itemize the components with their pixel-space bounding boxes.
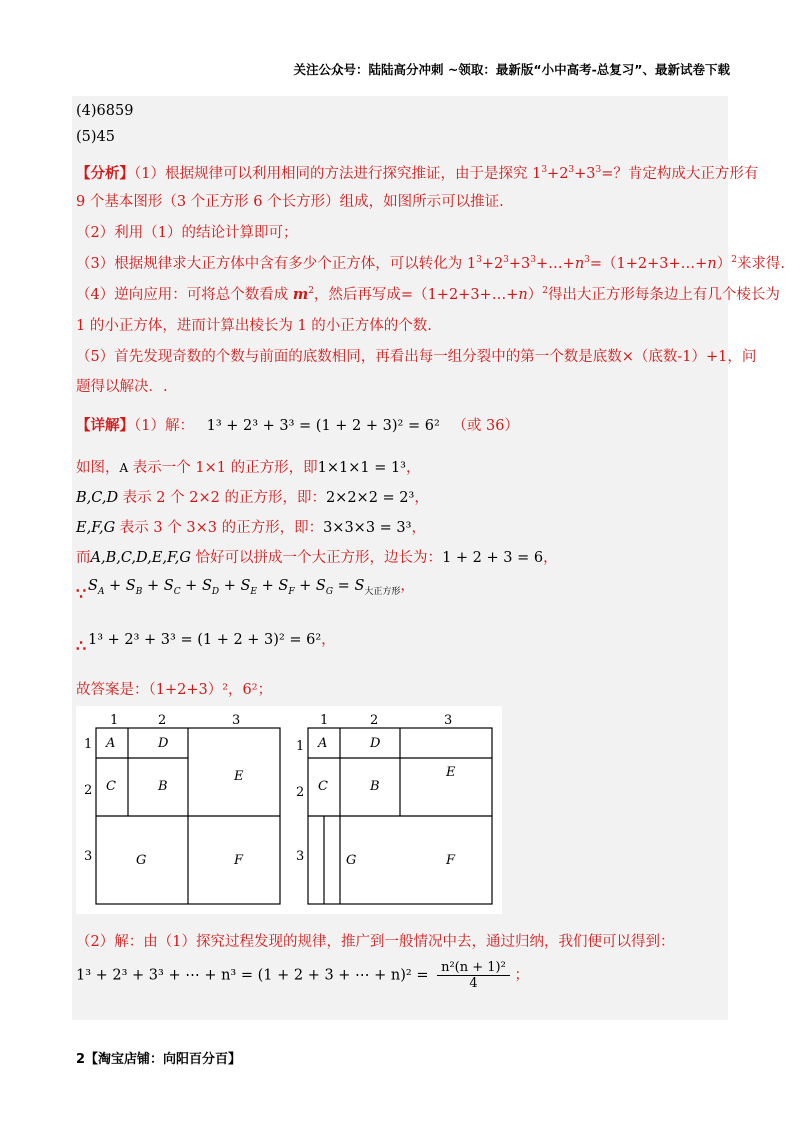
analysis-p1-b: +2 xyxy=(547,166,569,182)
detail-l3-b: 表示 3 个 3×3 的正方形，即： xyxy=(115,520,324,536)
detail-l2-c: 2×2×2 = 2³ xyxy=(325,490,415,506)
sup-3: 3 xyxy=(584,255,590,266)
detail-l1-b: A xyxy=(119,461,129,475)
detail-l1-d: 1×1×1 = 1³ xyxy=(317,460,406,476)
cell-b: B xyxy=(158,779,168,794)
detail-l3-a: E,F,G xyxy=(76,520,116,536)
analysis-p2: （2）利用（1）的结论计算即可； xyxy=(76,225,298,241)
var-m: m xyxy=(292,286,309,303)
cell-e: E xyxy=(234,769,244,784)
cell-a-right: A xyxy=(318,736,328,751)
comma: ， xyxy=(406,460,421,476)
comma: ， xyxy=(414,490,429,506)
square-diagram xyxy=(76,706,502,914)
answer-4: (4)6859 xyxy=(76,103,134,119)
sup-3: 3 xyxy=(541,165,548,176)
cell-d-right: D xyxy=(370,736,381,751)
var-n: n xyxy=(574,256,585,272)
analysis-p3-c: +3 xyxy=(508,256,531,272)
sup-2: 2 xyxy=(731,255,737,266)
side-label-2: 2 xyxy=(84,783,93,798)
equation-1: 1³ + 2³ + 3³ = (1 + 2 + 3)² = 6² xyxy=(206,418,440,434)
cell-c: C xyxy=(106,779,116,794)
analysis-p1-d: =？肯定构成大正方形有 xyxy=(601,166,759,182)
cell-e-right: E xyxy=(446,765,456,780)
answer-5: (5)45 xyxy=(76,129,115,145)
fraction-numerator: n²(n + 1)² xyxy=(437,960,510,976)
detail-l1-c: 表示一个 1×1 的正方形，即 xyxy=(128,460,318,476)
footer: 2【淘宝店铺：向阳百分百】 xyxy=(76,1052,242,1067)
top-label-3: 3 xyxy=(232,713,241,728)
fraction-denominator: 4 xyxy=(469,976,478,991)
analysis-p3-a: （3）根据规律求大正方体中含有多少个正方体，可以转化为 1 xyxy=(76,256,477,272)
analysis-p1 xyxy=(76,162,758,183)
detail-line-c xyxy=(76,516,426,537)
sum-equation: $S_A + S_B + S_C + S_D + S_E + S_F + S_G = S_{大正方形}$， xyxy=(88,578,415,597)
detail-alt: （或 36） xyxy=(452,418,519,434)
cell-g: G xyxy=(136,853,147,868)
top-label-2-right: 2 xyxy=(370,713,379,728)
sup-3: 3 xyxy=(503,255,509,266)
top-label-2: 2 xyxy=(158,713,167,728)
analysis-p4-cont: 1 的小正方体，进而计算出棱长为 1 的小正方体的个数. xyxy=(76,318,432,334)
semicolon: ； xyxy=(514,967,529,984)
top-label-3-right: 3 xyxy=(444,713,453,728)
header-note: 关注公众号：陆陆高分冲刺 ~领取：最新版“小中高考-总复习”、最新试卷下载 xyxy=(293,62,730,77)
top-label-1: 1 xyxy=(110,713,119,728)
detail-line-a xyxy=(76,456,421,477)
cell-g-right: G xyxy=(346,853,357,868)
detail-l4-b: A,B,C,D,E,F,G xyxy=(90,550,191,566)
side-label-1: 1 xyxy=(84,737,93,752)
sup-3: 3 xyxy=(476,255,482,266)
detail-line-1 xyxy=(76,414,519,435)
side-label-3: 3 xyxy=(84,849,93,864)
side-label-2-right: 2 xyxy=(296,785,305,800)
side-label-3-right: 3 xyxy=(296,849,305,864)
equation-2-text: 1³ + 2³ + 3³ = (1 + 2 + 3)² = 6² xyxy=(88,632,322,648)
analysis-tag: 【分析】 xyxy=(76,165,134,182)
therefore-symbol: ∴ xyxy=(76,636,87,655)
analysis-p5: （5）首先发现奇数的个数与前面的底数相同，再看出每一组分裂中的第一个数是底数×（底数-1）+1，问 xyxy=(76,349,757,365)
detail-l1-a: 如图， xyxy=(76,460,120,476)
cell-f-right: F xyxy=(446,853,456,868)
analysis-p1-a: （1）根据规律可以利用相同的方法进行探究推证，由于是探究 1 xyxy=(134,166,542,182)
cell-a: A xyxy=(106,736,116,751)
detail-l4-d: 1 + 2 + 3 = 6 xyxy=(442,550,544,566)
analysis-p4 xyxy=(76,283,780,304)
detail-l2-a: B,C,D xyxy=(76,490,119,506)
analysis-p1-cont: 9 个基本图形（3 个正方形 6 个长方形）组成，如图所示可以推证. xyxy=(76,194,504,210)
cell-d: D xyxy=(158,736,169,751)
detail-tag: 【详解】 xyxy=(76,417,134,434)
equation-3-text: 1³ + 2³ + 3³ + ⋯ + n³ = (1 + 2 + 3 + ⋯ + n)² = xyxy=(76,967,429,984)
analysis-p5-cont: 题得以解决．. xyxy=(76,379,168,395)
detail-line-d xyxy=(76,546,558,567)
equation-3 xyxy=(76,960,529,991)
var-n: n xyxy=(707,256,717,272)
comma: ， xyxy=(411,520,426,536)
sup-3: 3 xyxy=(595,165,602,176)
top-label-1-right: 1 xyxy=(320,713,329,728)
analysis-p3 xyxy=(76,252,785,273)
analysis-p3-f: ） xyxy=(716,256,732,272)
cell-b-right: B xyxy=(370,779,380,794)
comma: ， xyxy=(543,550,558,566)
analysis-p3-g: 来求得. xyxy=(736,256,786,272)
analysis-p3-e: =（1+2+3+…+ xyxy=(589,256,708,272)
cell-f: F xyxy=(234,853,244,868)
analysis-p3-d: +…+ xyxy=(536,256,575,272)
analysis-p4-a: （4）逆向应用：可将总个数看成 xyxy=(76,287,293,303)
because-symbol: ∵ xyxy=(76,584,87,603)
detail-l3-c: 3×3×3 = 3³ xyxy=(323,520,412,536)
analysis-p4-c: ） xyxy=(527,287,543,303)
sup-3: 3 xyxy=(530,255,537,266)
answer-line: 故答案是：（1+2+3）²，6²； xyxy=(76,682,273,698)
detail-intro: （1）解： xyxy=(134,418,194,434)
sup-2: 2 xyxy=(542,286,548,297)
sup-3: 3 xyxy=(568,165,575,176)
detail-line-b xyxy=(76,486,429,507)
detail-l4-c: 恰好可以拼成一个大正方形，边长为： xyxy=(190,550,443,566)
fraction xyxy=(437,960,510,991)
cell-c-right: C xyxy=(318,779,328,794)
side-label-1-right: 1 xyxy=(296,739,305,754)
square-figure xyxy=(76,706,502,914)
detail-l4-a: 而 xyxy=(76,550,91,566)
detail-p2: （2）解：由（1）探究过程发现的规律，推广到一般情况中去，通过归纳，我们便可以得到： xyxy=(76,934,675,950)
var-n: n xyxy=(518,287,528,303)
detail-l2-b: 表示 2 个 2×2 的正方形，即： xyxy=(118,490,326,506)
analysis-p1-c: +3 xyxy=(574,166,596,182)
equation-2: 1³ + 2³ + 3³ = (1 + 2 + 3)² = 6²， xyxy=(88,632,336,648)
sup-2: 2 xyxy=(308,286,314,297)
analysis-p3-b: +2 xyxy=(481,256,504,272)
analysis-p4-b: ，然后再写成=（1+2+3+…+ xyxy=(313,287,519,303)
analysis-p4-d: 得出大正方形每条边上有几个棱长为 xyxy=(547,287,780,303)
